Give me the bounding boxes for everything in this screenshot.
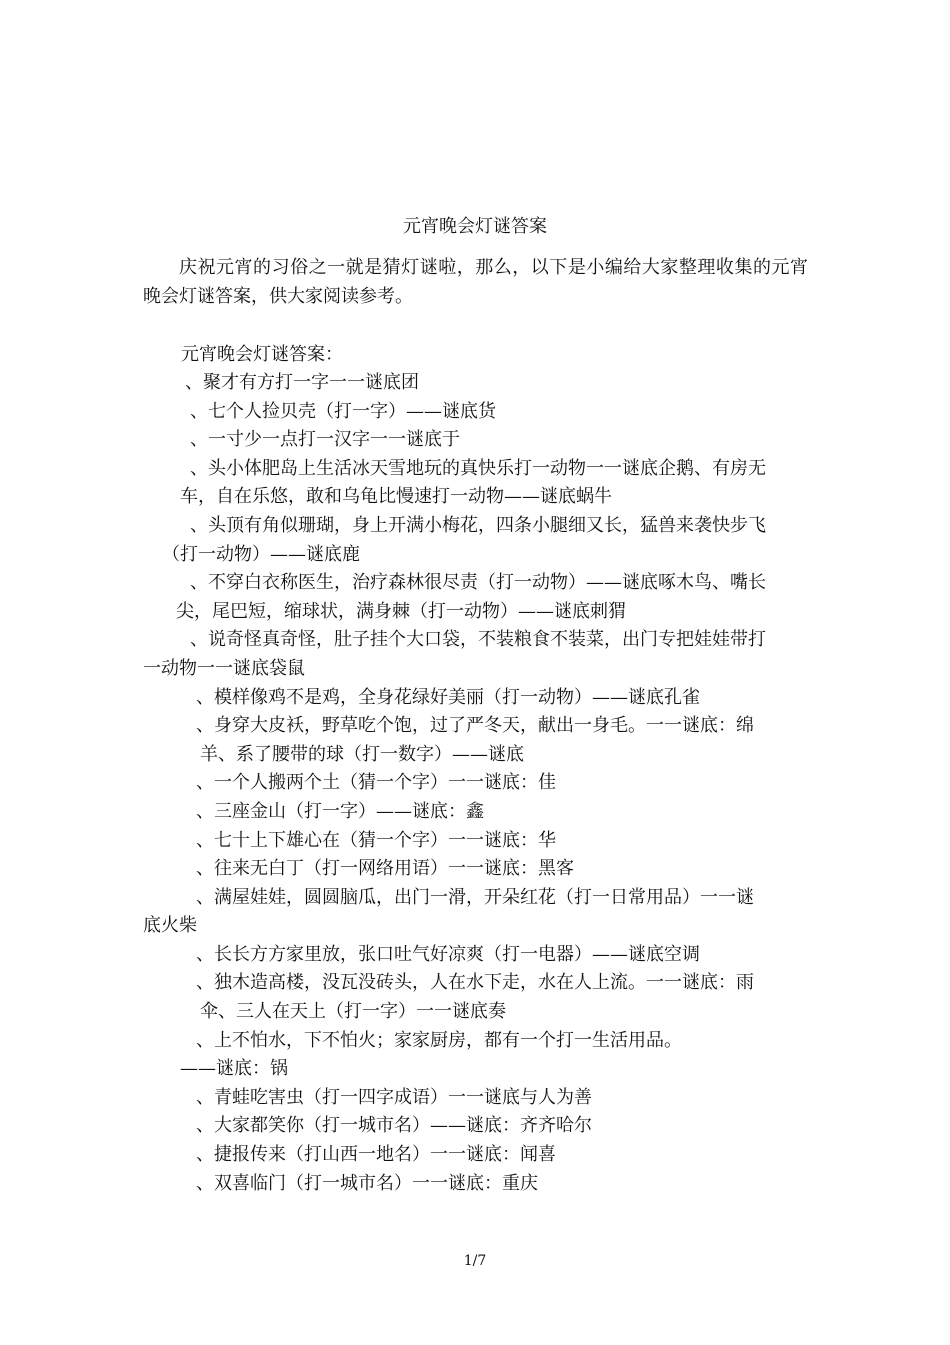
riddle-line: 、说奇怪真奇怪，肚子挂个大口袋，不装粮食不装菜，出门专把娃娃带打 [190, 629, 766, 651]
riddle-line-continued: 尖，尾巴短，缩球状，满身棘（打一动物）——谜底刺猬 [176, 600, 626, 622]
riddle-line-continued: 车，自在乐悠，敢和乌龟比慢速打一动物——谜底蜗牛 [180, 486, 612, 508]
riddle-item [0, 684, 950, 713]
riddle-line-continued: （打一动物）——谜底鹿 [162, 543, 360, 565]
riddle-line: 、头顶有角似珊瑚，身上开满小梅花，四条小腿细又长，猛兽来袭快步飞 [190, 514, 766, 536]
riddle-item [0, 1170, 950, 1199]
riddle-item [0, 1141, 950, 1170]
riddle-line: 、大家都笑你（打一城市名）——谜底：齐齐哈尔 [196, 1115, 592, 1137]
riddle-line-continued: 伞、三人在天上（打一字）一一谜底奏 [200, 1001, 506, 1023]
riddle-line: 、一个人搬两个土（猜一个字）一一谜底：佳 [196, 772, 556, 794]
riddle-line-continued: 羊、系了腰带的球（打一数字）——谜底 [200, 743, 524, 765]
riddle-line: 、七十上下雄心在（猜一个字）一一谜底：华 [196, 829, 556, 851]
riddle-item [0, 884, 950, 941]
riddle-line: 、模样像鸡不是鸡，全身花绿好美丽（打一动物）——谜底孔雀 [196, 686, 700, 708]
riddle-line: 、头小体肥岛上生活冰天雪地玩的真快乐打一动物一一谜底企鹅、有房无 [190, 457, 766, 479]
page-number: 1/7 [463, 1253, 487, 1269]
riddle-item [0, 941, 950, 970]
riddle-line-continued: 一动物一一谜底袋鼠 [143, 657, 305, 679]
riddle-line: 、往来无白丁（打一网络用语）一一谜底：黑客 [196, 858, 574, 880]
riddle-item [0, 569, 950, 626]
riddle-item [0, 798, 950, 827]
riddle-item [0, 398, 950, 427]
riddle-line: 、双喜临门（打一城市名）一一谜底：重庆 [196, 1172, 538, 1194]
riddle-item [0, 455, 950, 512]
riddle-item [0, 969, 950, 1026]
riddle-line: 、聚才有方打一字一一谜底团 [185, 372, 419, 393]
riddle-item [0, 855, 950, 884]
riddle-line: 、不穿白衣称医生，治疗森林很尽责（打一动物）——谜底啄木鸟、嘴长 [190, 572, 766, 594]
riddle-line-continued: ——谜底：锅 [180, 1058, 288, 1080]
riddle-item [0, 1027, 950, 1084]
riddle-item [0, 1112, 950, 1141]
riddle-line: 、身穿大皮袄，野草吃个饱，过了严冬天，献出一身毛。一一谜底：绵 [196, 715, 754, 737]
riddle-line: 、捷报传来（打山西一地名）一一谜底：闻喜 [196, 1144, 556, 1166]
riddle-line: 、七个人捡贝壳（打一字）——谜底货 [190, 400, 496, 422]
riddle-list [0, 369, 950, 1198]
riddle-line: 、青蛙吃害虫（打一四字成语）一一谜底与人为善 [196, 1086, 592, 1108]
intro-paragraph: 庆祝元宵的习俗之一就是猜灯谜啦，那么，以下是小编给大家整理收集的元宵晚会灯谜答案，供大家阅读参考。 [143, 257, 808, 307]
riddle-line: 、一寸少一点打一汉字一一谜底于 [190, 429, 460, 451]
document-title: 元宵晚会灯谜答案 [403, 216, 547, 237]
riddle-line-continued: 底火柴 [143, 915, 197, 937]
riddle-line: 、长长方方家里放，张口吐气好凉爽（打一电器）——谜底空调 [196, 943, 700, 965]
answers-heading: 元宵晚会灯谜答案： [181, 344, 343, 365]
riddle-item [0, 369, 950, 398]
riddle-line: 、满屋娃娃，圆圆脑瓜，出门一滑，开朵红花（打一日常用品）一一谜 [196, 886, 754, 908]
riddle-item [0, 512, 950, 569]
riddle-line: 、独木造高楼，没瓦没砖头，人在水下走，水在人上流。一一谜底：雨 [196, 972, 754, 994]
riddle-item [0, 769, 950, 798]
riddle-item [0, 827, 950, 856]
riddle-item [0, 1084, 950, 1113]
riddle-item [0, 712, 950, 769]
riddle-item [0, 626, 950, 683]
riddle-item [0, 426, 950, 455]
riddle-line: 、上不怕水，下不怕火；家家厨房，都有一个打一生活用品。 [196, 1029, 682, 1051]
riddle-line: 、三座金山（打一字）——谜底：鑫 [196, 800, 484, 822]
